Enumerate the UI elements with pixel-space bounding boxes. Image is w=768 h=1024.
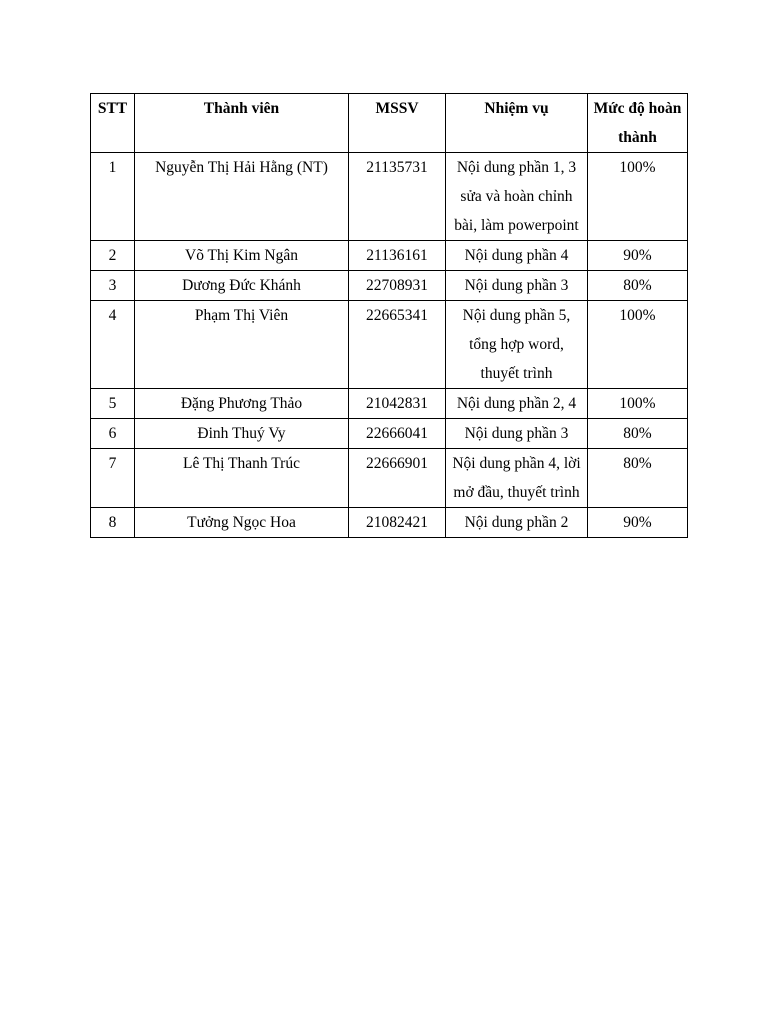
header-stt: STT	[91, 94, 135, 153]
cell-completion: 100%	[588, 301, 688, 389]
cell-completion: 100%	[588, 389, 688, 419]
cell-member: Tưởng Ngọc Hoa	[135, 508, 349, 538]
cell-completion: 90%	[588, 508, 688, 538]
cell-task: Nội dung phần 5, tổng hợp word, thuyết trình	[446, 301, 588, 389]
table-row	[91, 508, 688, 538]
cell-stt: 5	[91, 389, 135, 419]
table-row	[91, 389, 688, 419]
table-row	[91, 241, 688, 271]
table-row	[91, 419, 688, 449]
cell-task: Nội dung phần 1, 3 sửa và hoàn chỉnh bài, làm powerpoint	[446, 153, 588, 241]
table-header-row	[91, 94, 688, 153]
cell-stt: 2	[91, 241, 135, 271]
cell-member: Đinh Thuý Vy	[135, 419, 349, 449]
cell-completion: 100%	[588, 153, 688, 241]
table-row	[91, 271, 688, 301]
table-row	[91, 449, 688, 508]
cell-stt: 3	[91, 271, 135, 301]
cell-task: Nội dung phần 2	[446, 508, 588, 538]
cell-completion: 80%	[588, 271, 688, 301]
cell-task: Nội dung phần 4	[446, 241, 588, 271]
cell-mssv: 22665341	[349, 301, 446, 389]
cell-mssv: 22666041	[349, 419, 446, 449]
cell-task: Nội dung phần 2, 4	[446, 389, 588, 419]
cell-member: Nguyễn Thị Hải Hằng (NT)	[135, 153, 349, 241]
cell-member: Võ Thị Kim Ngân	[135, 241, 349, 271]
cell-stt: 4	[91, 301, 135, 389]
cell-stt: 6	[91, 419, 135, 449]
cell-completion: 90%	[588, 241, 688, 271]
header-member: Thành viên	[135, 94, 349, 153]
cell-stt: 1	[91, 153, 135, 241]
cell-task: Nội dung phần 3	[446, 271, 588, 301]
cell-mssv: 21082421	[349, 508, 446, 538]
cell-completion: 80%	[588, 419, 688, 449]
cell-task: Nội dung phần 4, lời mở đầu, thuyết trình	[446, 449, 588, 508]
cell-member: Đặng Phương Thảo	[135, 389, 349, 419]
cell-member: Lê Thị Thanh Trúc	[135, 449, 349, 508]
cell-mssv: 22666901	[349, 449, 446, 508]
cell-completion: 80%	[588, 449, 688, 508]
cell-task: Nội dung phần 3	[446, 419, 588, 449]
cell-stt: 7	[91, 449, 135, 508]
cell-member: Dương Đức Khánh	[135, 271, 349, 301]
header-task: Nhiệm vụ	[446, 94, 588, 153]
cell-mssv: 21136161	[349, 241, 446, 271]
header-completion: Mức độ hoàn thành	[588, 94, 688, 153]
members-table	[90, 93, 688, 538]
table-row	[91, 301, 688, 389]
cell-member: Phạm Thị Viên	[135, 301, 349, 389]
cell-mssv: 22708931	[349, 271, 446, 301]
table-row	[91, 153, 688, 241]
header-mssv: MSSV	[349, 94, 446, 153]
cell-mssv: 21135731	[349, 153, 446, 241]
cell-stt: 8	[91, 508, 135, 538]
cell-mssv: 21042831	[349, 389, 446, 419]
